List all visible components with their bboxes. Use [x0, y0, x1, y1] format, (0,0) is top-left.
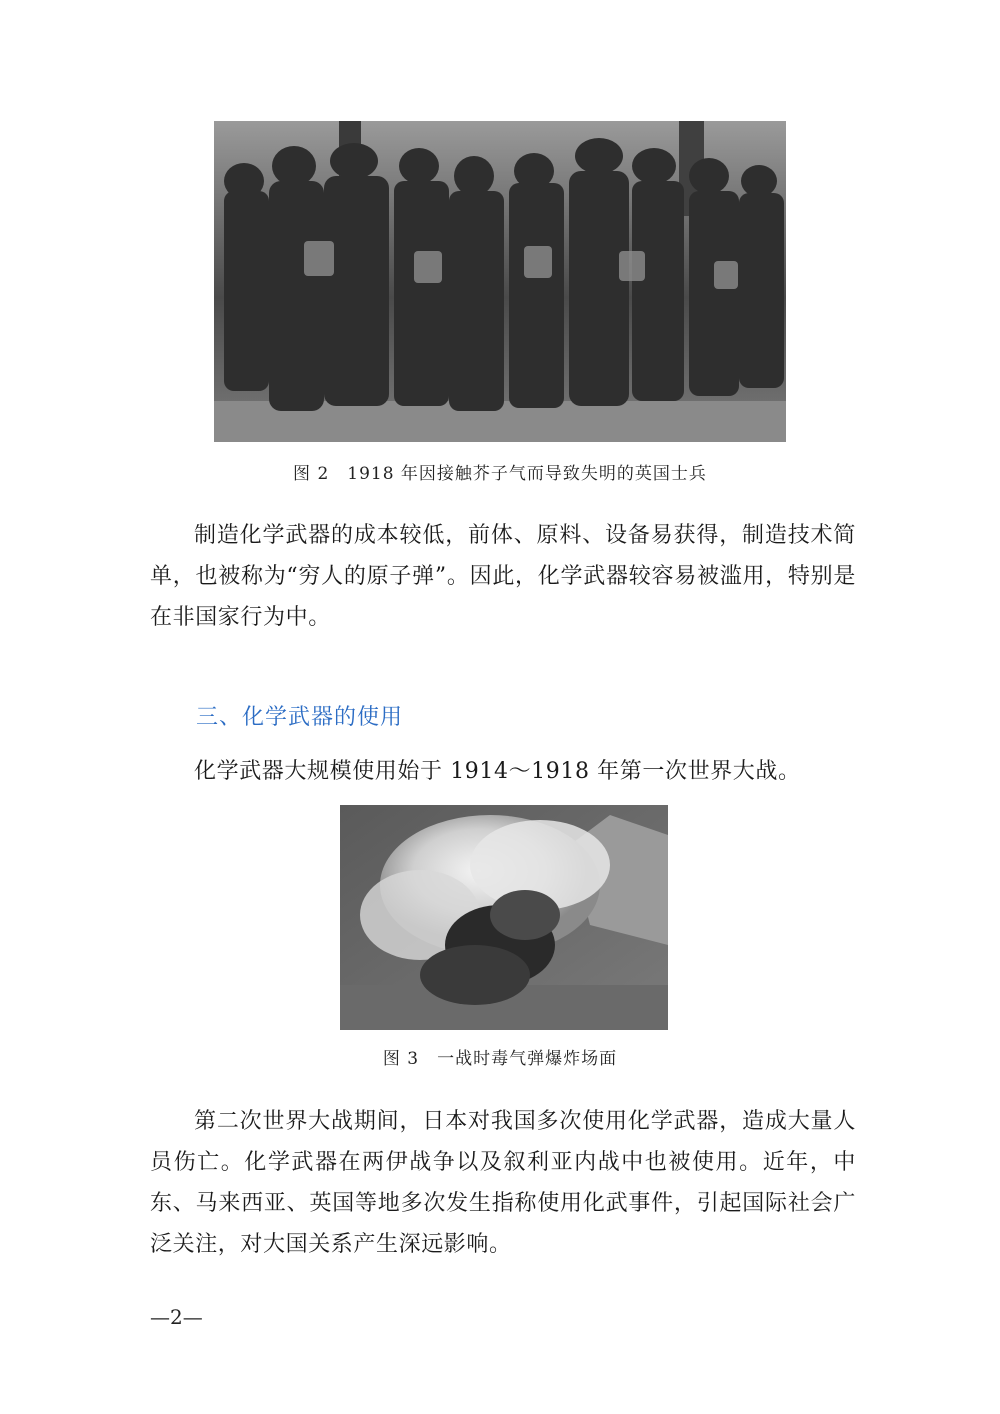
paragraph-ww1: 化学武器大规模使用始于 1914～1918 年第一次世界大战。: [194, 759, 801, 784]
figure-2-caption: 图 2 1918 年因接触芥子气而导致失明的英国士兵: [293, 464, 707, 484]
figure-2-photo: [214, 121, 786, 442]
figure-3-photo: [340, 805, 668, 1030]
figure-3-caption: 图 3 一战时毒气弹爆炸场面: [382, 1049, 618, 1069]
paragraph-cost: 制造化学武器的成本较低，前体、原料、设备易获得，制造技术简单，也被称为“穷人的原子弹”。因此，化学武器较容易被滥用，特别是在非国家行为中。: [150, 523, 856, 630]
page-number: —2—: [150, 1305, 203, 1329]
paragraph-ww2: 第二次世界大战期间，日本对我国多次使用化学武器，造成大量人员伤亡。化学武器在两伊战争以及叙利亚内战中也被使用。近年，中东、马来西亚、英国等地多次发生指称使用化武事件，引起国际社会广泛关注，对大国关系产生深远影响。: [150, 1109, 856, 1257]
section-heading: 三、化学武器的使用: [196, 705, 404, 730]
